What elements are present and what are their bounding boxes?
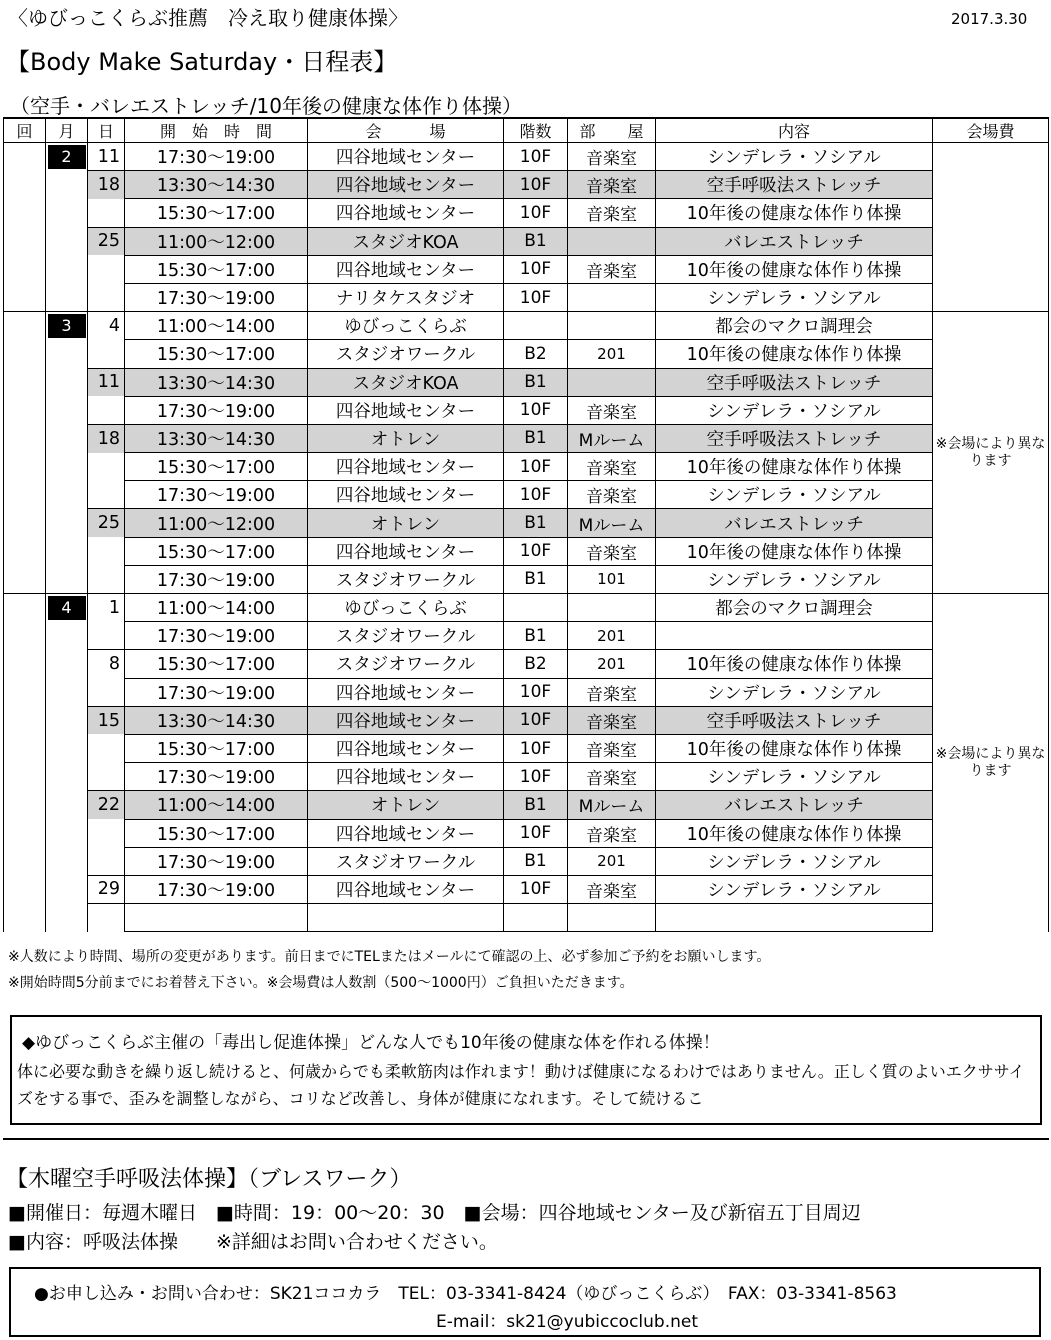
cell-content: バレエストレッチ	[656, 791, 933, 819]
cell-kai	[4, 396, 46, 424]
cell-day: 25	[88, 227, 125, 255]
cell-content: シンデレラ・ソシアル	[656, 283, 933, 311]
cell-kai	[4, 481, 46, 509]
cell-day	[88, 283, 125, 311]
cell-floor: 10F	[504, 763, 568, 791]
cell-room: 201	[568, 847, 656, 875]
karate-content: ■内容：呼吸法体操 ※詳細はお問い合わせください。	[8, 1231, 498, 1253]
cell-time: 17:30〜19:00	[125, 143, 308, 171]
cell-kai	[4, 678, 46, 706]
cell-room: 音楽室	[568, 255, 656, 283]
cell-venue: オトレン	[308, 509, 504, 537]
cell-venue: 四谷地域センター	[308, 396, 504, 424]
cell-month	[46, 453, 88, 481]
note-line-1: ※人数により時間、場所の変更があります。前日までにTELまたはメールにて確認の上、必ず参加ご予約をお願いします。	[8, 949, 771, 965]
cell-month	[46, 368, 88, 396]
table-row	[4, 424, 1049, 452]
cell-content: 10年後の健康な体作り体操	[656, 537, 933, 565]
table-row	[4, 622, 1049, 650]
cell-month	[46, 875, 88, 903]
cell-month	[46, 199, 88, 227]
table-row	[4, 199, 1049, 227]
cell-floor	[504, 312, 568, 340]
cell-month	[46, 255, 88, 283]
cell-kai	[4, 622, 46, 650]
cell-day: 1	[88, 594, 125, 622]
cell-room: 201	[568, 340, 656, 368]
cell-venue: オトレン	[308, 791, 504, 819]
cell-content: シンデレラ・ソシアル	[656, 481, 933, 509]
cell-time: 11:00〜14:00	[125, 594, 308, 622]
cell-room: 音楽室	[568, 875, 656, 903]
table-row	[4, 312, 1049, 340]
cell-floor: B1	[504, 622, 568, 650]
promo-heading: ◆ゆびっこくらぶ主催の「毒出し促進体操」どんな人でも10年後の健康な体を作れる体操！	[22, 1033, 720, 1053]
cell-venue: 四谷地域センター	[308, 537, 504, 565]
cell-day	[88, 199, 125, 227]
cell-content: 10年後の健康な体作り体操	[656, 650, 933, 678]
cell-day	[88, 819, 125, 847]
cell-day: 11	[88, 143, 125, 171]
cell-month	[46, 650, 88, 678]
table-row	[4, 537, 1049, 565]
cell-day	[88, 340, 125, 368]
cell-venue: スタジオワークル	[308, 565, 504, 593]
cell-time: 17:30〜19:00	[125, 396, 308, 424]
cell-content: 空手呼吸法ストレッチ	[656, 424, 933, 452]
cell-time: 13:30〜14:30	[125, 706, 308, 734]
cell-content: 空手呼吸法ストレッチ	[656, 368, 933, 396]
month-badge: 3	[48, 314, 86, 338]
table-row	[4, 791, 1049, 819]
header-start-time: 開 始 時 間	[125, 118, 308, 143]
cell-content: 空手呼吸法ストレッチ	[656, 706, 933, 734]
cell-time: 15:30〜17:00	[125, 734, 308, 762]
cell-room: Mルーム	[568, 791, 656, 819]
cell-venue: スタジオワークル	[308, 847, 504, 875]
cell-kai	[4, 227, 46, 255]
cell-content: 空手呼吸法ストレッチ	[656, 171, 933, 199]
document-date: 2017.3.30	[951, 10, 1028, 28]
cell-venue: スタジオKOA	[308, 368, 504, 396]
cell-room: Mルーム	[568, 424, 656, 452]
cell-month	[46, 340, 88, 368]
cell-time: 13:30〜14:30	[125, 368, 308, 396]
header-venue: 会 場	[308, 118, 504, 143]
cell-content	[656, 622, 933, 650]
table-row	[4, 847, 1049, 875]
cell-venue: オトレン	[308, 424, 504, 452]
cell-room: 音楽室	[568, 819, 656, 847]
cell-time: 15:30〜17:00	[125, 255, 308, 283]
cell-content: 10年後の健康な体作り体操	[656, 255, 933, 283]
cell-floor: 10F	[504, 143, 568, 171]
cell-time: 13:30〜14:30	[125, 171, 308, 199]
cell-kai	[4, 255, 46, 283]
month-badge: 4	[48, 596, 86, 620]
document-subtitle: 〈ゆびっこくらぶ推薦 冷え取り健康体操〉	[8, 6, 408, 30]
cell-floor: 10F	[504, 875, 568, 903]
cell-room: 音楽室	[568, 763, 656, 791]
cell-venue: スタジオワークル	[308, 340, 504, 368]
cell-venue: 四谷地域センター	[308, 706, 504, 734]
cell-day: 15	[88, 706, 125, 734]
cell-time: 17:30〜19:00	[125, 875, 308, 903]
cell-time: 15:30〜17:00	[125, 650, 308, 678]
cell-kai	[4, 340, 46, 368]
cell-day	[88, 453, 125, 481]
header-month: 月	[46, 118, 88, 143]
cell-month	[46, 283, 88, 311]
notes	[8, 944, 770, 996]
table-row	[4, 706, 1049, 734]
cell-venue: ナリタケスタジオ	[308, 283, 504, 311]
cell-floor: B1	[504, 227, 568, 255]
cell-floor: B1	[504, 509, 568, 537]
cell-month	[46, 143, 88, 171]
cell-venue: ゆびっこくらぶ	[308, 312, 504, 340]
cell-time: 17:30〜19:00	[125, 565, 308, 593]
cell-content: シンデレラ・ソシアル	[656, 763, 933, 791]
cell-venue: 四谷地域センター	[308, 143, 504, 171]
cell-room: 音楽室	[568, 537, 656, 565]
cell-month	[46, 791, 88, 819]
cell-fee	[933, 143, 1049, 312]
cell-time: 15:30〜17:00	[125, 819, 308, 847]
cell-time: 11:00〜14:00	[125, 312, 308, 340]
contact-email[interactable]: E-mail：sk21@yubiccoclub.net	[436, 1312, 699, 1332]
karate-details: ■開催日：毎週木曜日 ■時間：19：00〜20：30 ■会場：四谷地域センター及び新宿五丁目周辺	[8, 1202, 861, 1224]
cell-kai	[4, 706, 46, 734]
cell-time: 17:30〜19:00	[125, 678, 308, 706]
cell-floor: 10F	[504, 396, 568, 424]
cell-content: シンデレラ・ソシアル	[656, 565, 933, 593]
cell-content: シンデレラ・ソシアル	[656, 396, 933, 424]
cell-day	[88, 763, 125, 791]
cell-room	[568, 904, 656, 932]
cell-room: 音楽室	[568, 396, 656, 424]
cell-room	[568, 283, 656, 311]
cell-floor: B2	[504, 650, 568, 678]
note-line-2: ※開始時間5分前までにお着替え下さい。※会場費は人数割（500〜1000円）ご負担いただきます。	[8, 975, 634, 991]
cell-kai	[4, 791, 46, 819]
cell-day	[88, 847, 125, 875]
cell-month	[46, 424, 88, 452]
cell-time: 15:30〜17:00	[125, 340, 308, 368]
table-row	[4, 904, 1049, 932]
cell-floor	[504, 594, 568, 622]
cell-kai	[4, 453, 46, 481]
cell-time: 15:30〜17:00	[125, 199, 308, 227]
cell-month	[46, 706, 88, 734]
cell-day	[88, 678, 125, 706]
cell-floor: 10F	[504, 734, 568, 762]
table-row	[4, 143, 1049, 171]
cell-month	[46, 312, 88, 340]
cell-time: 15:30〜17:00	[125, 453, 308, 481]
cell-room: 201	[568, 622, 656, 650]
cell-floor: 10F	[504, 171, 568, 199]
cell-venue: スタジオワークル	[308, 622, 504, 650]
cell-day: 8	[88, 650, 125, 678]
cell-room: 音楽室	[568, 481, 656, 509]
cell-month	[46, 594, 88, 622]
cell-month	[46, 904, 88, 932]
cell-month	[46, 678, 88, 706]
cell-venue: 四谷地域センター	[308, 763, 504, 791]
cell-kai	[4, 763, 46, 791]
cell-venue: 四谷地域センター	[308, 734, 504, 762]
cell-room	[568, 312, 656, 340]
cell-floor: 10F	[504, 537, 568, 565]
table-row	[4, 594, 1049, 622]
cell-kai	[4, 594, 46, 622]
cell-venue: 四谷地域センター	[308, 453, 504, 481]
header-kai: 回	[4, 118, 46, 143]
cell-content: シンデレラ・ソシアル	[656, 143, 933, 171]
table-row	[4, 819, 1049, 847]
cell-kai	[4, 283, 46, 311]
cell-time: 11:00〜14:00	[125, 791, 308, 819]
cell-month	[46, 509, 88, 537]
table-row	[4, 368, 1049, 396]
cell-room	[568, 227, 656, 255]
cell-venue: 四谷地域センター	[308, 819, 504, 847]
contact-phone: ●お申し込み・お問い合わせ：SK21ココカラ TEL：03-3341-8424（ゆびっこくらぶ） FAX：03-3341-8563	[34, 1284, 897, 1304]
table-row	[4, 227, 1049, 255]
cell-time: 17:30〜19:00	[125, 481, 308, 509]
cell-fee	[933, 594, 1049, 932]
header-content: 内容	[656, 118, 933, 143]
cell-day: 4	[88, 312, 125, 340]
cell-month	[46, 481, 88, 509]
cell-content: 都会のマクロ調理会	[656, 312, 933, 340]
cell-kai	[4, 199, 46, 227]
page-subheading: （空手・バレエストレッチ/10年後の健康な体作り体操）	[10, 94, 522, 118]
cell-kai	[4, 734, 46, 762]
cell-month	[46, 847, 88, 875]
cell-time: 13:30〜14:30	[125, 424, 308, 452]
cell-venue: スタジオワークル	[308, 650, 504, 678]
cell-room: 音楽室	[568, 453, 656, 481]
header-floor: 階数	[504, 118, 568, 143]
cell-venue: 四谷地域センター	[308, 875, 504, 903]
cell-day: 18	[88, 171, 125, 199]
cell-month	[46, 819, 88, 847]
cell-day	[88, 904, 125, 932]
cell-kai	[4, 171, 46, 199]
cell-floor: 10F	[504, 453, 568, 481]
cell-kai	[4, 819, 46, 847]
cell-day	[88, 481, 125, 509]
cell-kai	[4, 312, 46, 340]
table-row	[4, 509, 1049, 537]
cell-time: 15:30〜17:00	[125, 537, 308, 565]
cell-room: 音楽室	[568, 734, 656, 762]
cell-venue: スタジオKOA	[308, 227, 504, 255]
cell-kai	[4, 565, 46, 593]
cell-content: バレエストレッチ	[656, 227, 933, 255]
fee-note: ※会場により異なります	[935, 435, 1046, 469]
cell-floor: 10F	[504, 283, 568, 311]
cell-floor: 10F	[504, 255, 568, 283]
header-room: 部 屋	[568, 118, 656, 143]
cell-day: 22	[88, 791, 125, 819]
cell-kai	[4, 904, 46, 932]
table-row	[4, 453, 1049, 481]
cell-month	[46, 565, 88, 593]
header-fee: 会場費	[933, 118, 1049, 143]
page-title: 【Body Make Saturday・日程表】	[6, 48, 398, 76]
cell-room: 101	[568, 565, 656, 593]
cell-content: シンデレラ・ソシアル	[656, 875, 933, 903]
cell-content: 10年後の健康な体作り体操	[656, 819, 933, 847]
cell-day	[88, 565, 125, 593]
cell-room	[568, 594, 656, 622]
cell-venue: 四谷地域センター	[308, 678, 504, 706]
table-row	[4, 283, 1049, 311]
cell-content: バレエストレッチ	[656, 509, 933, 537]
cell-venue: 四谷地域センター	[308, 171, 504, 199]
cell-content: 10年後の健康な体作り体操	[656, 199, 933, 227]
cell-floor: 10F	[504, 678, 568, 706]
cell-kai	[4, 368, 46, 396]
cell-floor: B1	[504, 424, 568, 452]
cell-month	[46, 537, 88, 565]
cell-kai	[4, 875, 46, 903]
cell-floor: 10F	[504, 819, 568, 847]
cell-day	[88, 396, 125, 424]
cell-room: 音楽室	[568, 199, 656, 227]
cell-content	[656, 904, 933, 932]
cell-kai	[4, 847, 46, 875]
cell-kai	[4, 650, 46, 678]
cell-month	[46, 763, 88, 791]
cell-month	[46, 734, 88, 762]
cell-day	[88, 255, 125, 283]
cell-room: 201	[568, 650, 656, 678]
cell-month	[46, 227, 88, 255]
table-row	[4, 734, 1049, 762]
table-row	[4, 340, 1049, 368]
table-row	[4, 171, 1049, 199]
cell-day: 11	[88, 368, 125, 396]
cell-venue	[308, 904, 504, 932]
cell-day	[88, 537, 125, 565]
cell-floor: B2	[504, 340, 568, 368]
karate-title: 【木曜空手呼吸法体操】（ブレスワーク）	[6, 1167, 412, 1192]
cell-floor: 10F	[504, 199, 568, 227]
cell-floor: B1	[504, 791, 568, 819]
cell-day: 29	[88, 875, 125, 903]
cell-room: Mルーム	[568, 509, 656, 537]
table-row	[4, 650, 1049, 678]
schedule-table	[3, 117, 1049, 932]
table-row	[4, 763, 1049, 791]
cell-floor	[504, 904, 568, 932]
cell-time: 17:30〜19:00	[125, 283, 308, 311]
cell-venue: 四谷地域センター	[308, 199, 504, 227]
cell-floor: B1	[504, 368, 568, 396]
table-row	[4, 875, 1049, 903]
table-row	[4, 255, 1049, 283]
cell-day: 25	[88, 509, 125, 537]
cell-fee	[933, 312, 1049, 594]
cell-room: 音楽室	[568, 678, 656, 706]
cell-month	[46, 171, 88, 199]
header-day: 日	[88, 118, 125, 143]
month-badge: 2	[48, 145, 86, 169]
cell-floor: B1	[504, 565, 568, 593]
table-row	[4, 565, 1049, 593]
table-row	[4, 396, 1049, 424]
cell-day	[88, 622, 125, 650]
cell-floor: 10F	[504, 481, 568, 509]
cell-content: シンデレラ・ソシアル	[656, 847, 933, 875]
cell-room: 音楽室	[568, 706, 656, 734]
cell-time: 17:30〜19:00	[125, 763, 308, 791]
cell-day	[88, 734, 125, 762]
divider	[3, 1138, 1049, 1140]
table-row	[4, 678, 1049, 706]
cell-month	[46, 622, 88, 650]
cell-content: 10年後の健康な体作り体操	[656, 734, 933, 762]
table-header-row	[4, 118, 1049, 143]
cell-time: 17:30〜19:00	[125, 622, 308, 650]
cell-content: 都会のマクロ調理会	[656, 594, 933, 622]
cell-room: 音楽室	[568, 171, 656, 199]
cell-kai	[4, 537, 46, 565]
cell-kai	[4, 143, 46, 171]
cell-kai	[4, 424, 46, 452]
fee-note: ※会場により異なります	[935, 745, 1046, 779]
cell-room	[568, 368, 656, 396]
table-row	[4, 481, 1049, 509]
cell-time: 17:30〜19:00	[125, 847, 308, 875]
cell-content: 10年後の健康な体作り体操	[656, 453, 933, 481]
cell-room: 音楽室	[568, 143, 656, 171]
cell-content: 10年後の健康な体作り体操	[656, 340, 933, 368]
cell-floor: 10F	[504, 706, 568, 734]
cell-time: 11:00〜12:00	[125, 227, 308, 255]
cell-time: 11:00〜12:00	[125, 509, 308, 537]
cell-content: シンデレラ・ソシアル	[656, 678, 933, 706]
promo-body: 体に必要な動きを繰り返し続けると、何歳からでも柔軟筋肉は作れます！動けば健康になるわけではありません。正しく質のよいエクササイズをする事で、歪みを調整しながら、コリなど改善し、身体が健康になれます。そして続けるこ	[17, 1062, 1025, 1108]
cell-venue: ゆびっこくらぶ	[308, 594, 504, 622]
cell-floor: B1	[504, 847, 568, 875]
cell-venue: 四谷地域センター	[308, 255, 504, 283]
cell-day: 18	[88, 424, 125, 452]
cell-venue: 四谷地域センター	[308, 481, 504, 509]
cell-time	[125, 904, 308, 932]
cell-month	[46, 396, 88, 424]
cell-kai	[4, 509, 46, 537]
